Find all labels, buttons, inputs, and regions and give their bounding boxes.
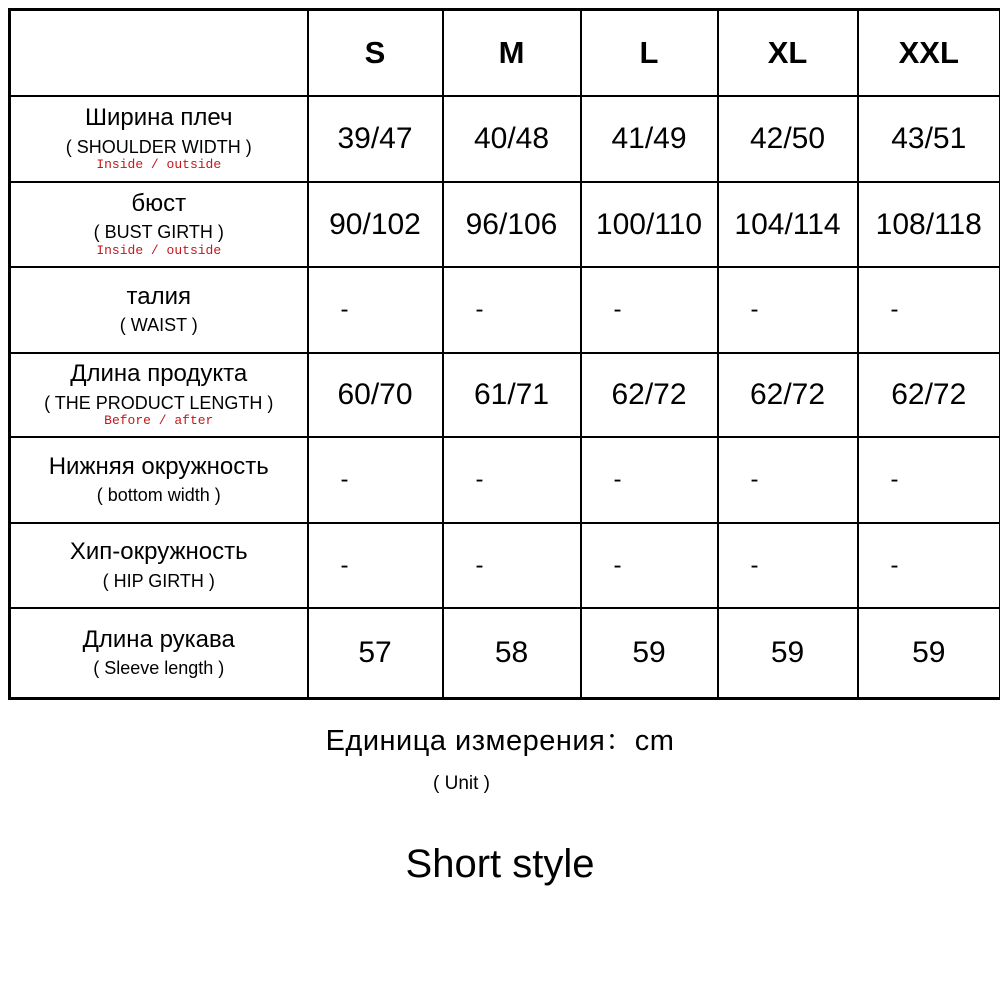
label-en: ( HIP GIRTH )	[102, 570, 215, 591]
table-cell: 104/114	[718, 182, 858, 267]
row-label	[10, 523, 308, 608]
label-ru: Ширина плеч	[85, 104, 233, 132]
row-label	[10, 182, 308, 267]
table-row	[10, 608, 1000, 699]
table-cell: 62/72	[858, 353, 1000, 437]
row-label	[10, 608, 308, 699]
label-en: ( SHOULDER WIDTH )	[65, 136, 252, 157]
label-note: Before / after	[104, 413, 214, 429]
table-cell: -	[858, 267, 1000, 353]
table-cell: -	[858, 437, 1000, 523]
label-ru: бюст	[131, 189, 187, 217]
table-cell: -	[581, 267, 718, 353]
table-cell: -	[581, 437, 718, 523]
label-ru: талия	[126, 282, 191, 310]
label-en: ( Sleeve length )	[93, 658, 225, 679]
table-cell: -	[443, 437, 581, 523]
table-cell: 59	[718, 608, 858, 699]
table-row	[10, 353, 1000, 437]
row-label	[10, 353, 308, 437]
table-cell: 41/49	[581, 96, 718, 182]
table-cell: 42/50	[718, 96, 858, 182]
table-cell: 40/48	[443, 96, 581, 182]
table-cell: -	[308, 437, 443, 523]
table-cell: -	[308, 523, 443, 608]
label-en: ( WAIST )	[119, 315, 198, 336]
row-label	[10, 96, 308, 182]
table-cell: -	[443, 267, 581, 353]
table-cell: 59	[581, 608, 718, 699]
table-cell: 60/70	[308, 353, 443, 437]
table-cell: -	[308, 267, 443, 353]
style-title: Short style	[405, 842, 595, 886]
table-cell: -	[581, 523, 718, 608]
table-cell: -	[858, 523, 1000, 608]
table-cell: -	[443, 523, 581, 608]
table-cell: 90/102	[308, 182, 443, 267]
size-table	[8, 8, 1000, 700]
size-header-s: S	[308, 10, 443, 97]
table-cell: -	[718, 437, 858, 523]
unit-label: Единица измерения：cm	[325, 725, 675, 757]
size-header-row	[10, 10, 1000, 97]
row-label	[10, 267, 308, 353]
label-ru: Нижняя окружность	[48, 452, 269, 480]
table-cell: 108/118	[858, 182, 1000, 267]
label-en: ( BUST GIRTH )	[93, 222, 224, 243]
table-cell: 61/71	[443, 353, 581, 437]
table-cell: 39/47	[308, 96, 443, 182]
table-cell: 100/110	[581, 182, 718, 267]
label-ru: Длина продукта	[70, 360, 248, 388]
table-cell: 43/51	[858, 96, 1000, 182]
label-en: ( THE PRODUCT LENGTH )	[44, 392, 274, 413]
size-header-xxl: XXL	[858, 10, 1000, 97]
corner-cell	[10, 10, 308, 97]
size-header-xl: XL	[718, 10, 858, 97]
table-row	[10, 96, 1000, 182]
label-note: Inside / outside	[96, 157, 222, 173]
table-cell: -	[718, 523, 858, 608]
label-en: ( bottom width )	[96, 485, 221, 506]
size-header-l: L	[581, 10, 718, 97]
table-cell: 58	[443, 608, 581, 699]
label-note: Inside / outside	[96, 242, 222, 258]
table-cell: 96/106	[443, 182, 581, 267]
size-header-m: M	[443, 10, 581, 97]
unit-sublabel: ( Unit )	[433, 773, 490, 794]
table-row	[10, 267, 1000, 353]
table-row	[10, 182, 1000, 267]
row-label	[10, 437, 308, 523]
table-cell: 57	[308, 608, 443, 699]
table-cell: 62/72	[581, 353, 718, 437]
label-ru: Длина рукава	[82, 625, 235, 653]
table-cell: 62/72	[718, 353, 858, 437]
table-cell: 59	[858, 608, 1000, 699]
label-ru: Хип-окружность	[69, 538, 248, 566]
table-row	[10, 437, 1000, 523]
table-cell: -	[718, 267, 858, 353]
table-row	[10, 523, 1000, 608]
